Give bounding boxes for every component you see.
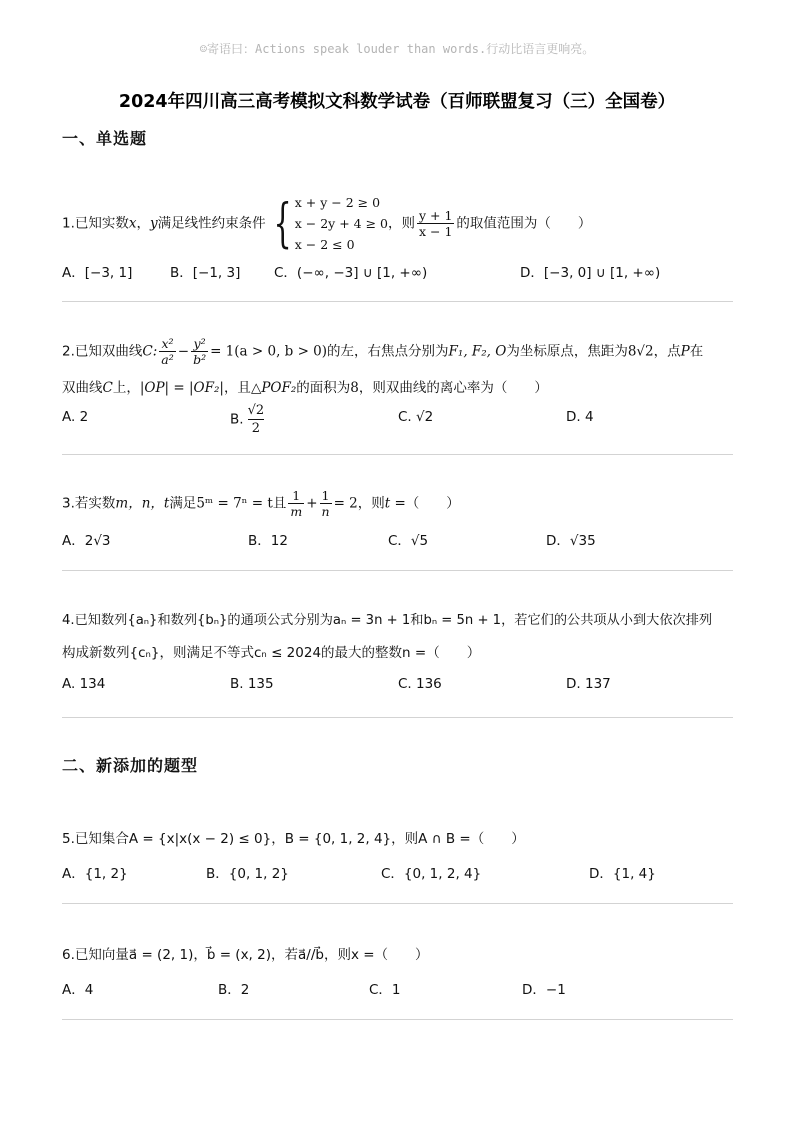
q2-option-b[interactable]: B. $\frac{√2}{2}$ bbox=[230, 403, 265, 436]
divider bbox=[62, 903, 733, 904]
question-5-stem: 5.已知集合A = {x|x(x − 2) ≤ 0}，B = {0, 1, 2, 4}，则A ∩ B =（ ） bbox=[62, 831, 525, 847]
divider bbox=[62, 570, 733, 571]
q1-option-c[interactable]: C．(−∞, −3] ∪ [1, +∞) bbox=[274, 265, 428, 281]
question-2-stem-line2: 双曲线C上，|OP| = |OF₂|，且△POF₂的面积为8，则双曲线的离心率为（ ） bbox=[62, 380, 548, 396]
q2-option-a[interactable]: A. 2 bbox=[62, 409, 89, 425]
exam-title: 2024年四川高三高考模拟文科数学试卷（百师联盟复习（三）全国卷） bbox=[118, 92, 676, 112]
q5-option-a[interactable]: A．{1, 2} bbox=[62, 866, 128, 882]
q5-option-b[interactable]: B．{0, 1, 2} bbox=[206, 866, 289, 882]
question-3-stem: 3.若实数m，n，t满足5ᵐ = 7ⁿ = t且 $\frac{1}{m}$ + $\frac{1}{n}$ = 2，则t =（ ） bbox=[62, 488, 460, 519]
divider bbox=[62, 717, 733, 718]
question-4-stem-line1: 4.已知数列{aₙ}和数列{bₙ}的通项公式分别为aₙ = 3n + 1和bₙ = 5n + 1，若它们的公共项从小到大依次排列 bbox=[62, 613, 713, 628]
divider bbox=[62, 454, 733, 455]
q1-fraction: $\frac{y + 1}{x - 1}$ bbox=[418, 208, 453, 239]
question-2-stem-line1: 2.已知双曲线C: $\frac{\text{x²}}{\text{a²}}$ − $\frac{\text{y²}}{\text{b²}}$ = 1(a > 0, b > 0)的左，右焦点分别为F₁, F₂, O为坐标原点，焦距为8√2，点P在 bbox=[62, 336, 704, 367]
q4-option-c[interactable]: C. 136 bbox=[398, 676, 442, 692]
q6-option-a[interactable]: A．4 bbox=[62, 982, 94, 998]
q4-option-d[interactable]: D. 137 bbox=[566, 676, 611, 692]
q1-option-b[interactable]: B．[−1, 3] bbox=[170, 265, 241, 281]
divider bbox=[62, 301, 733, 302]
divider bbox=[62, 1019, 733, 1020]
section-heading-new-type: 二、新添加的题型 bbox=[62, 756, 199, 775]
motto-text: ☺寄语曰：Actions speak louder than words.行动比语言更响亮。 bbox=[199, 42, 595, 56]
q4-option-b[interactable]: B. 135 bbox=[230, 676, 274, 692]
question-4-stem-line2: 构成新数列{cₙ}，则满足不等式cₙ ≤ 2024的最大的整数n =（ ） bbox=[62, 645, 481, 661]
question-1-stem: 1.已知实数x，y满足线性约束条件 { x + y − 2 ≥ 0 x − 2y + 4 ≥ 0 x − 2 ≤ 0 ，则 $\frac{y + 1}{x - 1}$ 的取值范围为（ ） bbox=[62, 193, 592, 254]
q6-option-d[interactable]: D．−1 bbox=[522, 982, 566, 998]
q3-option-c[interactable]: C．√5 bbox=[388, 533, 429, 549]
q3-option-d[interactable]: D．√35 bbox=[546, 533, 596, 549]
question-6-stem: 6.已知向量a⃗ = (2, 1)，b⃗ = (x, 2)，若a⃗//b⃗，则x =（ ） bbox=[62, 947, 429, 963]
q1-option-d[interactable]: D．[−3, 0] ∪ [1, +∞) bbox=[520, 265, 661, 281]
q2-option-c[interactable]: C. √2 bbox=[398, 409, 434, 425]
q2-option-d[interactable]: D. 4 bbox=[566, 409, 594, 425]
constraint-system: { x + y − 2 ≥ 0 x − 2y + 4 ≥ 0 x − 2 ≤ 0 bbox=[273, 193, 388, 254]
q4-option-a[interactable]: A. 134 bbox=[62, 676, 106, 692]
q6-option-b[interactable]: B．2 bbox=[218, 982, 250, 998]
q5-option-d[interactable]: D．{1, 4} bbox=[589, 866, 656, 882]
q5-option-c[interactable]: C．{0, 1, 2, 4} bbox=[381, 866, 482, 882]
q3-option-b[interactable]: B．12 bbox=[248, 533, 288, 549]
q1-option-a[interactable]: A．[−3, 1] bbox=[62, 265, 133, 281]
section-heading-single-choice: 一、单选题 bbox=[62, 129, 148, 148]
q6-option-c[interactable]: C．1 bbox=[369, 982, 401, 998]
q3-option-a[interactable]: A．2√3 bbox=[62, 533, 111, 549]
